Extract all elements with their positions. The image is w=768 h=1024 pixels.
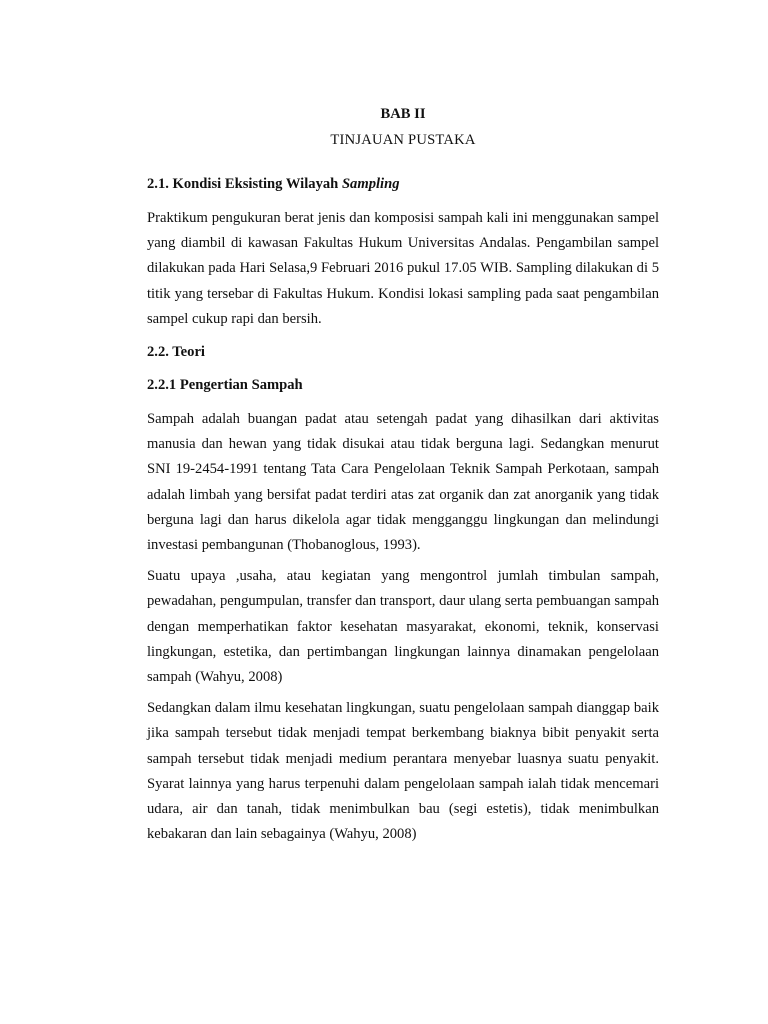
document-content xyxy=(147,102,659,847)
section-2-2-1-heading: 2.2.1 Pengertian Sampah xyxy=(147,377,303,394)
section-2-2-1-paragraph-1: Sampah adalah buangan padat atau setengah padat yang dihasilkan dari aktivitas manusia dan hewan yang tidak disukai atau tidak berguna lagi. Sedangkan menurut SNI 19-2454-1991 tentang Tata Cara Pengelolaan Teknik Sampah Perkotaan, sampah adalah limbah yang bersifat padat terdiri atas zat organik dan zat anorganik yang tidak berguna lagi dan harus dikelola agar tidak mengganggu lingkungan dan melindungi investasi pembangunan (Thobanoglous, 1993). xyxy=(147,411,659,554)
section-2-1-paragraph: Praktikum pengukuran berat jenis dan komposisi sampah kali ini menggunakan sampel yang diambil di kawasan Fakultas Hukum Universitas Andalas. Pengambilan sampel dilakukan pada Hari Selasa,9 Februari 2016 pukul 17.05 WIB. Sampling dilakukan di 5 titik yang tersebar di Fakultas Hukum. Kondisi lokasi sampling pada saat pengambilan sampel cukup rapi dan bersih. xyxy=(147,210,659,327)
section-2-2-1-paragraph-2: Suatu upaya ,usaha, atau kegiatan yang mengontrol jumlah timbulan sampah, pewadahan, pengumpulan, transfer dan transport, daur ulang serta pembuangan sampah dengan memperhatikan faktor kesehatan masyarakat, ekonomi, teknik, konservasi lingkungan, estetika, dan pertimbangan lingkungan lainnya dinamakan pengelolaan sampah (Wahyu, 2008) xyxy=(147,568,659,686)
section-2-2-heading: 2.2. Teori xyxy=(147,344,205,361)
chapter-label: BAB II xyxy=(380,106,426,122)
section-2-1-heading xyxy=(147,172,659,196)
section-2-2-1-paragraph-3: Sedangkan dalam ilmu kesehatan lingkungan, suatu pengelolaan sampah dianggap baik jika sampah tersebut tidak menjadi tempat berkembang biaknya bibit penyakit serta sampah tersebut tidak menjadi medium perantara menyebar luasnya suatu penyakit. Syarat lainnya yang harus terpenuhi dalam pengelolaan sampah ialah tidak mencemari udara, air dan tanah, tidak menimbulkan bau (segi estetis), tidak menimbulkan kebakaran dan lain sebagainya (Wahyu, 2008) xyxy=(147,700,659,843)
chapter-title: TINJAUAN PUSTAKA xyxy=(330,132,476,148)
section-2-1-heading-italic: Sampling xyxy=(341,176,400,192)
section-2-1-heading-text: 2.1. Kondisi Eksisting Wilayah xyxy=(147,176,342,192)
